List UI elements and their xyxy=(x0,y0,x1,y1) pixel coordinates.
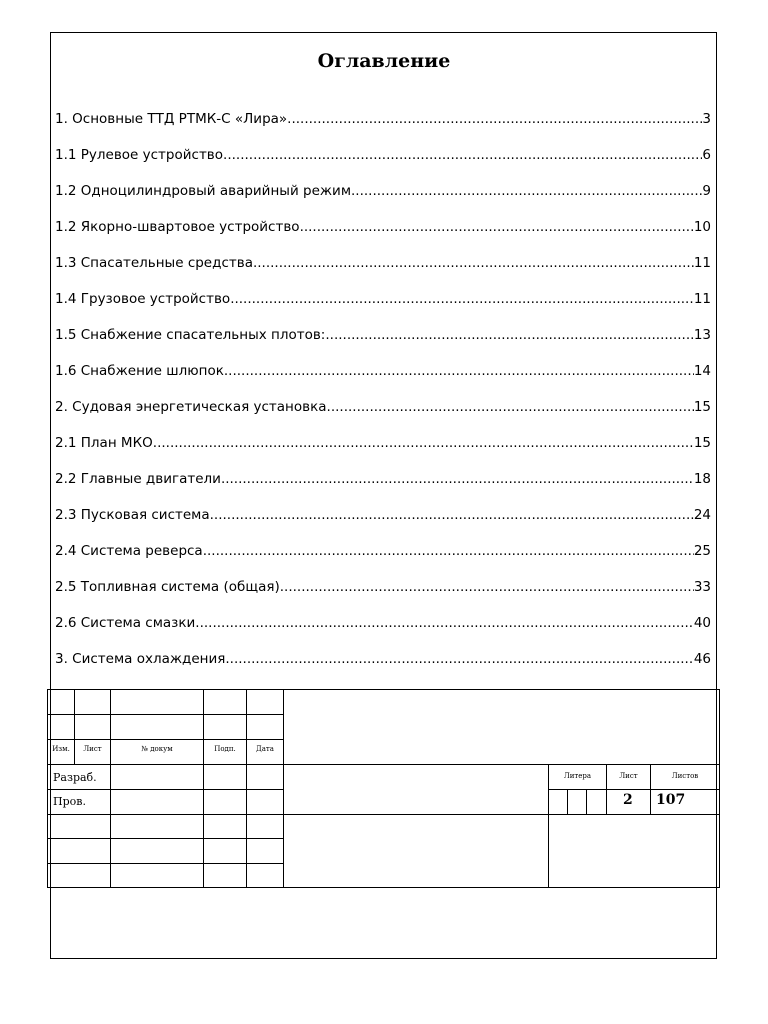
stamp-sheet-label: Лист xyxy=(619,772,638,780)
toc-entry[interactable] xyxy=(55,183,711,219)
toc-entry-text: 2.6 Система смазки xyxy=(55,615,196,631)
toc-entry-text: 2.3 Пусковая система xyxy=(55,507,210,523)
page-title: Оглавление xyxy=(317,50,451,72)
toc-leader-dots xyxy=(327,399,694,415)
toc-entry-page: 33 xyxy=(693,579,711,595)
toc-entry-page: 24 xyxy=(693,507,711,523)
toc-entry-text: 1.3 Спасательные средства xyxy=(55,255,253,271)
toc-entry-page: 9 xyxy=(702,183,711,199)
toc-entry[interactable] xyxy=(55,147,711,183)
stamp-sheets-label: Листов xyxy=(671,772,699,780)
toc-entry-text: 1.4 Грузовое устройство xyxy=(55,291,231,307)
toc-leader-dots xyxy=(230,291,694,307)
toc-entry-text: 2.5 Топливная система (общая) xyxy=(55,579,280,595)
toc-entry-text: 2.2 Главные двигатели xyxy=(55,471,221,487)
stamp-line xyxy=(48,789,284,790)
stamp-line xyxy=(48,739,284,740)
toc-entry-text: 2.4 Система реверса xyxy=(55,543,203,559)
toc-leader-dots xyxy=(351,183,702,199)
toc-leader-dots xyxy=(223,147,702,163)
toc-entry-page: 3 xyxy=(702,111,711,127)
toc-entry-page: 14 xyxy=(693,363,711,379)
stamp-developed-label: Разраб. xyxy=(53,771,97,784)
title-block-stamp xyxy=(47,689,720,888)
toc-entry-page: 15 xyxy=(693,435,711,451)
toc-leader-dots xyxy=(153,435,694,451)
toc-entry-page: 40 xyxy=(693,615,711,631)
toc-entry-page: 46 xyxy=(693,651,711,667)
stamp-line xyxy=(567,789,568,814)
toc-entry-page: 11 xyxy=(693,291,711,307)
toc-entry-page: 10 xyxy=(693,219,711,235)
toc-entry[interactable] xyxy=(55,399,711,435)
toc-leader-dots xyxy=(210,507,694,523)
stamp-line xyxy=(548,789,719,790)
toc-entry-text: 1.2 Якорно-швартовое устройство xyxy=(55,219,300,235)
toc-leader-dots xyxy=(280,579,694,595)
toc-entry-text: 2.1 План МКО xyxy=(55,435,153,451)
stamp-line xyxy=(48,863,284,864)
toc-entry-page: 6 xyxy=(702,147,711,163)
toc-entry-text: 2. Судовая энергетическая установка xyxy=(55,399,327,415)
toc-leader-dots xyxy=(225,651,693,667)
toc-entry[interactable] xyxy=(55,255,711,291)
toc-leader-dots xyxy=(253,255,694,271)
toc-entry-page: 11 xyxy=(693,255,711,271)
toc-entry[interactable] xyxy=(55,507,711,543)
stamp-izm-label: Изм. xyxy=(52,745,70,753)
toc-leader-dots xyxy=(221,471,694,487)
toc-entry[interactable] xyxy=(55,327,711,363)
stamp-litera-label: Литера xyxy=(563,772,592,780)
toc-leader-dots xyxy=(287,111,702,127)
toc-leader-dots xyxy=(195,615,694,631)
toc-entry[interactable] xyxy=(55,435,711,471)
toc-entry-text: 3. Система охлаждения xyxy=(55,651,226,667)
toc-entry-text: 1.2 Одноцилиндровый аварийный режим xyxy=(55,183,352,199)
toc-entry-page: 18 xyxy=(693,471,711,487)
stamp-line xyxy=(548,764,549,887)
toc-leader-dots xyxy=(300,219,694,235)
stamp-date-label: Дата xyxy=(256,745,274,753)
table-of-contents xyxy=(55,111,711,687)
toc-leader-dots xyxy=(224,363,694,379)
toc-entry-page: 13 xyxy=(693,327,711,343)
stamp-signature-label: Подп. xyxy=(214,745,236,753)
stamp-line xyxy=(48,838,284,839)
stamp-sheet-value: 2 xyxy=(623,792,633,808)
stamp-doc-number-label: № докум xyxy=(141,745,173,753)
toc-entry-text: 1.1 Рулевое устройство xyxy=(55,147,224,163)
stamp-sheets-value: 107 xyxy=(656,792,686,808)
toc-entry[interactable] xyxy=(55,579,711,615)
toc-entry-page: 25 xyxy=(693,543,711,559)
toc-entry-text: 1.5 Снабжение спасательных плотов: xyxy=(55,327,326,343)
toc-entry[interactable] xyxy=(55,111,711,147)
toc-entry[interactable] xyxy=(55,615,711,651)
toc-entry-text: 1.6 Снабжение шлюпок xyxy=(55,363,224,379)
toc-entry[interactable] xyxy=(55,363,711,399)
toc-entry[interactable] xyxy=(55,291,711,327)
stamp-line xyxy=(48,814,719,815)
stamp-list-label: Лист xyxy=(83,745,102,753)
toc-entry[interactable] xyxy=(55,219,711,255)
toc-leader-dots xyxy=(325,327,693,343)
toc-entry[interactable] xyxy=(55,543,711,579)
stamp-line xyxy=(586,789,587,814)
toc-entry-page: 15 xyxy=(693,399,711,415)
stamp-line xyxy=(48,714,284,715)
stamp-line xyxy=(48,764,719,765)
toc-leader-dots xyxy=(203,543,694,559)
toc-entry[interactable] xyxy=(55,471,711,507)
toc-entry[interactable] xyxy=(55,651,711,687)
stamp-checked-label: Пров. xyxy=(53,795,86,808)
toc-entry-text: 1. Основные ТТД РТМК-С «Лира» xyxy=(55,111,288,127)
